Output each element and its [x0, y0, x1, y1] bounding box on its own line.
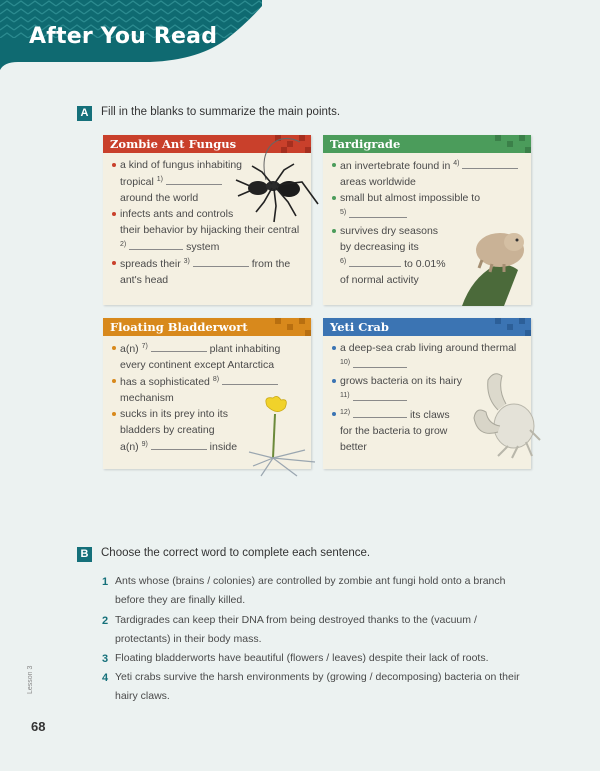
- yeti-crab-illustration-icon: [468, 368, 542, 460]
- blank-number: 3): [183, 258, 190, 265]
- section-b-badge: B: [77, 547, 92, 562]
- blank-5[interactable]: [349, 206, 407, 218]
- text-line: [340, 206, 523, 223]
- text-line: [120, 340, 303, 357]
- text-line: [340, 157, 523, 174]
- blank-number: 7): [141, 343, 148, 350]
- bladderwort-illustration-icon: [243, 396, 323, 482]
- text: to 0.01%: [404, 258, 446, 270]
- page-title: After You Read: [29, 24, 218, 49]
- ant-illustration-icon: [228, 136, 323, 231]
- question-3: [115, 649, 489, 668]
- card-title: Tardigrade: [330, 137, 401, 151]
- blank-12[interactable]: [353, 406, 407, 418]
- blank-8[interactable]: [222, 373, 278, 385]
- text: has a sophisticated: [120, 376, 213, 388]
- blank-number: 9): [141, 441, 148, 448]
- text-line: their behavior by hijacking their central: [120, 224, 300, 236]
- section-a-badge: A: [77, 106, 92, 121]
- card-header: [323, 135, 531, 153]
- question-4: [115, 668, 520, 706]
- text-line: [120, 255, 303, 272]
- text: system: [186, 241, 220, 253]
- lesson-label: Lesson 3: [27, 665, 34, 694]
- text-line: for the bacteria to grow: [340, 425, 448, 437]
- card-title: Floating Bladderwort: [110, 320, 248, 334]
- text: an invertebrate found in: [340, 160, 454, 172]
- text-line: small but almost impossible to: [340, 192, 481, 204]
- text: tropical: [120, 176, 157, 188]
- text-line: survives dry seasons: [340, 225, 439, 237]
- pixel-pattern: [491, 318, 531, 336]
- question-2: [115, 611, 477, 649]
- blank-number: 8): [212, 376, 220, 383]
- text-line: bladders by creating: [120, 424, 215, 436]
- list-item: [111, 340, 303, 373]
- section-a-instruction: Fill in the blanks to summarize the main points.: [101, 106, 341, 118]
- text-line: Ants whose (brains / colonies) are controlled by zombie ant fungi hold onto a branch: [115, 575, 506, 587]
- text-line: Yeti crabs survive the harsh environments by (growing / decomposing) bacteria on their: [115, 671, 520, 683]
- text: a(n): [120, 441, 142, 453]
- section-b-instruction: Choose the correct word to complete each sentence.: [101, 547, 371, 559]
- blank-number: 11): [340, 392, 350, 399]
- text: inside: [209, 441, 238, 453]
- text-line: hairy claws.: [115, 690, 170, 702]
- text-line: around the world: [120, 192, 199, 204]
- blank-7[interactable]: [151, 340, 207, 352]
- text-line: a kind of fungus inhabiting: [120, 159, 243, 171]
- text: spreads their: [120, 258, 184, 270]
- question-number: 4: [102, 672, 109, 684]
- text-line: [120, 373, 303, 390]
- text-line: areas worldwide: [340, 176, 416, 188]
- blank-number: 2): [120, 241, 127, 248]
- blank-number: 4): [453, 160, 460, 167]
- card-header: [103, 318, 311, 336]
- text-line: every continent except Antarctica: [120, 359, 275, 371]
- blank-1[interactable]: [166, 173, 222, 185]
- list-item: [331, 190, 523, 223]
- tardigrade-illustration-icon: [462, 226, 532, 306]
- text-line: ant's head: [120, 274, 169, 286]
- page-number: 68: [31, 719, 46, 734]
- blank-number: 6): [340, 258, 347, 265]
- blank-3[interactable]: [193, 255, 249, 267]
- question-number: 1: [102, 576, 109, 588]
- blank-number: 5): [340, 209, 347, 216]
- blank-4[interactable]: [462, 157, 518, 169]
- text: a(n): [120, 343, 142, 355]
- question-1: [115, 572, 505, 610]
- text-line: before they are finally killed.: [115, 594, 246, 606]
- blank-number: 10): [340, 359, 351, 366]
- text-line: protectants) in their body mass.: [115, 633, 262, 645]
- text: its claws: [409, 409, 450, 421]
- text-line: better: [340, 441, 367, 453]
- card-header: [323, 318, 531, 336]
- text: plant inhabiting: [209, 343, 281, 355]
- blank-number: 12): [340, 409, 351, 416]
- pixel-pattern: [271, 318, 311, 336]
- text-line: Tardigrades can keep their DNA from being destroyed thanks to the (vacuum /: [115, 614, 477, 626]
- blank-2[interactable]: [129, 238, 183, 250]
- text-line: [120, 238, 303, 255]
- blank-number: 1): [156, 176, 163, 183]
- text-line: by decreasing its: [340, 241, 419, 253]
- text-line: of normal activity: [340, 274, 419, 286]
- question-number: 2: [102, 615, 109, 627]
- text: from the: [251, 258, 291, 270]
- text-line: sucks in its prey into its: [120, 408, 228, 420]
- header-banner: [0, 0, 600, 72]
- text-line: Floating bladderworts have beautiful (flowers / leaves) despite their lack of roots.: [115, 652, 489, 664]
- text-line: a deep-sea crab living around thermal: [340, 342, 517, 354]
- pixel-pattern: [491, 135, 531, 153]
- blank-9[interactable]: [151, 438, 207, 450]
- list-item: [111, 255, 303, 288]
- card-title: Yeti Crab: [330, 320, 389, 334]
- text-line: mechanism: [120, 392, 174, 404]
- blank-11[interactable]: [353, 389, 407, 401]
- question-number: 3: [102, 653, 109, 665]
- blank-10[interactable]: [353, 356, 407, 368]
- blank-6[interactable]: [349, 255, 401, 267]
- list-item: [331, 157, 523, 190]
- card-title: Zombie Ant Fungus: [110, 137, 237, 151]
- text-line: infects ants and controls: [120, 208, 234, 220]
- text-line: grows bacteria on its hairy: [340, 375, 462, 387]
